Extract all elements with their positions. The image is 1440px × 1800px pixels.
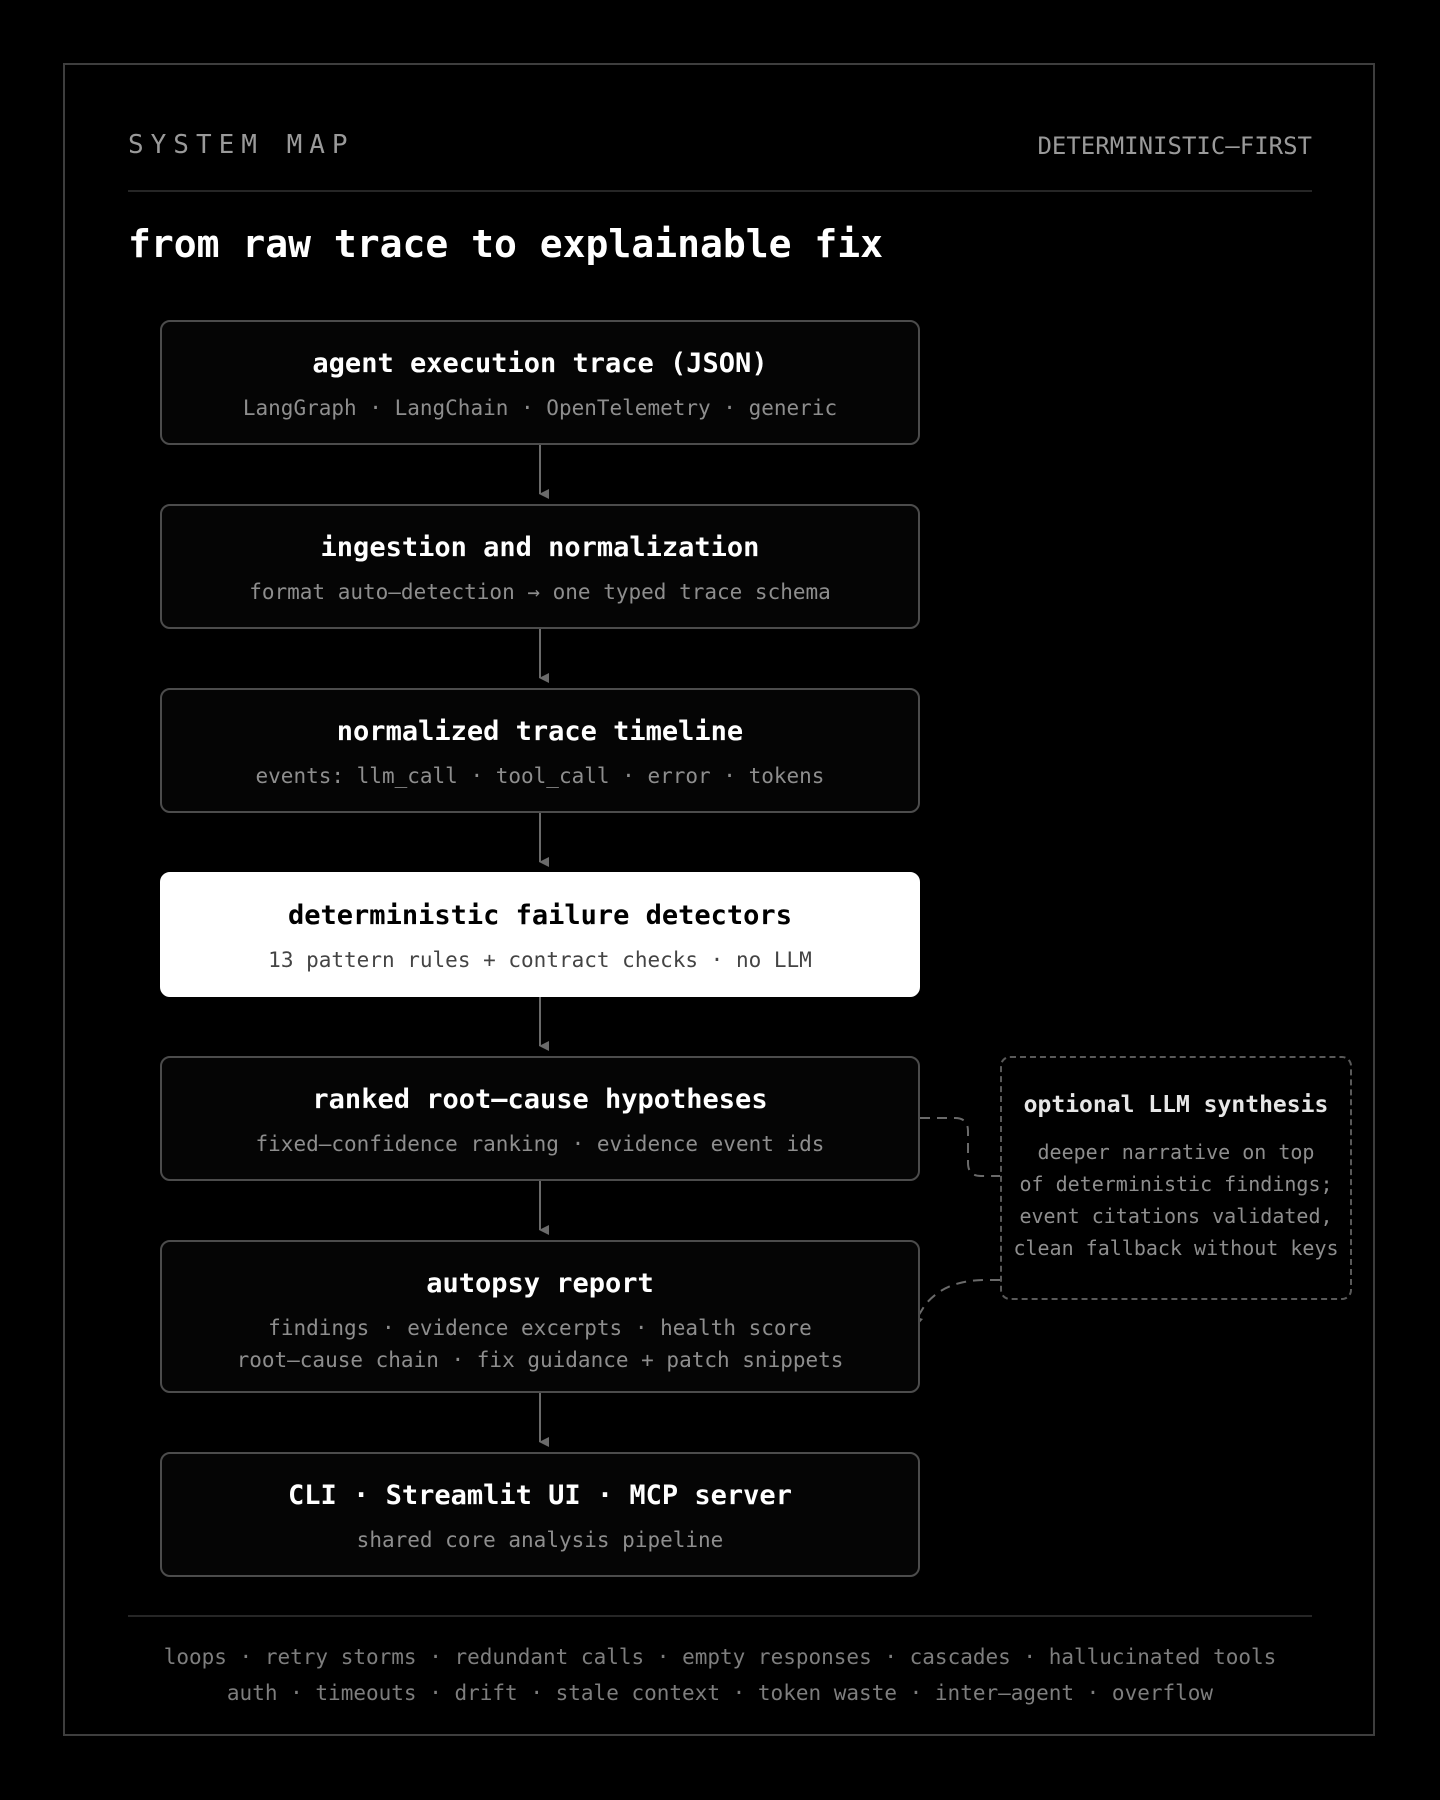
box-title: ranked root–cause hypotheses — [312, 1084, 768, 1115]
footer-divider — [128, 1615, 1312, 1617]
footer-failure-types-line-2: auth · timeouts · drift · stale context · token waste · inter–agent · overflow — [226, 1681, 1214, 1705]
box-title: ingestion and normalization — [320, 532, 760, 563]
page-title: from raw trace to explainable fix — [128, 222, 883, 266]
system-map-label: SYSTEM MAP — [128, 130, 355, 160]
dashed-hypotheses-to-llm — [920, 1118, 1000, 1176]
box-autopsy-report — [160, 1240, 920, 1393]
side-box-line-1: deeper narrative on top — [1037, 1140, 1315, 1164]
box-agent-execution-trace — [160, 320, 920, 445]
box-subtitle-line-1: findings · evidence excerpts · health score — [268, 1316, 812, 1340]
dashed-llm-to-report — [917, 1280, 1000, 1318]
box-title: normalized trace timeline — [336, 716, 744, 747]
box-normalized-trace-timeline — [160, 688, 920, 813]
box-title: agent execution trace (JSON) — [312, 348, 768, 379]
box-optional-llm-synthesis — [1000, 1056, 1352, 1300]
box-subtitle-line-2: root–cause chain · fix guidance + patch snippets — [236, 1348, 844, 1372]
box-subtitle: LangGraph · LangChain · OpenTelemetry · generic — [242, 396, 838, 420]
box-subtitle: fixed–confidence ranking · evidence event ids — [255, 1132, 825, 1156]
box-subtitle: shared core analysis pipeline — [356, 1528, 724, 1552]
side-box-title: optional LLM synthesis — [1023, 1092, 1329, 1118]
box-subtitle: 13 pattern rules + contract checks · no LLM — [268, 948, 812, 972]
box-title: CLI · Streamlit UI · MCP server — [288, 1480, 792, 1511]
box-title: deterministic failure detectors — [288, 900, 792, 931]
side-box-line-2: of deterministic findings; — [1019, 1172, 1333, 1196]
side-box-line-4: clean fallback without keys — [1013, 1236, 1339, 1260]
box-ranked-root-cause-hypotheses — [160, 1056, 920, 1181]
box-interfaces — [160, 1452, 920, 1577]
side-box-line-3: event citations validated, — [1019, 1204, 1333, 1228]
box-subtitle: events: llm_call · tool_call · error · tokens — [255, 764, 825, 788]
box-subtitle: format auto–detection → one typed trace schema — [249, 580, 831, 604]
box-ingestion-normalization — [160, 504, 920, 629]
box-deterministic-failure-detectors — [160, 872, 920, 997]
box-title: autopsy report — [426, 1268, 654, 1299]
footer-failure-types-line-1: loops · retry storms · redundant calls · empty responses · cascades · hallucinated tools — [163, 1645, 1277, 1669]
deterministic-first-label: DETERMINISTIC–FIRST — [1037, 132, 1312, 160]
